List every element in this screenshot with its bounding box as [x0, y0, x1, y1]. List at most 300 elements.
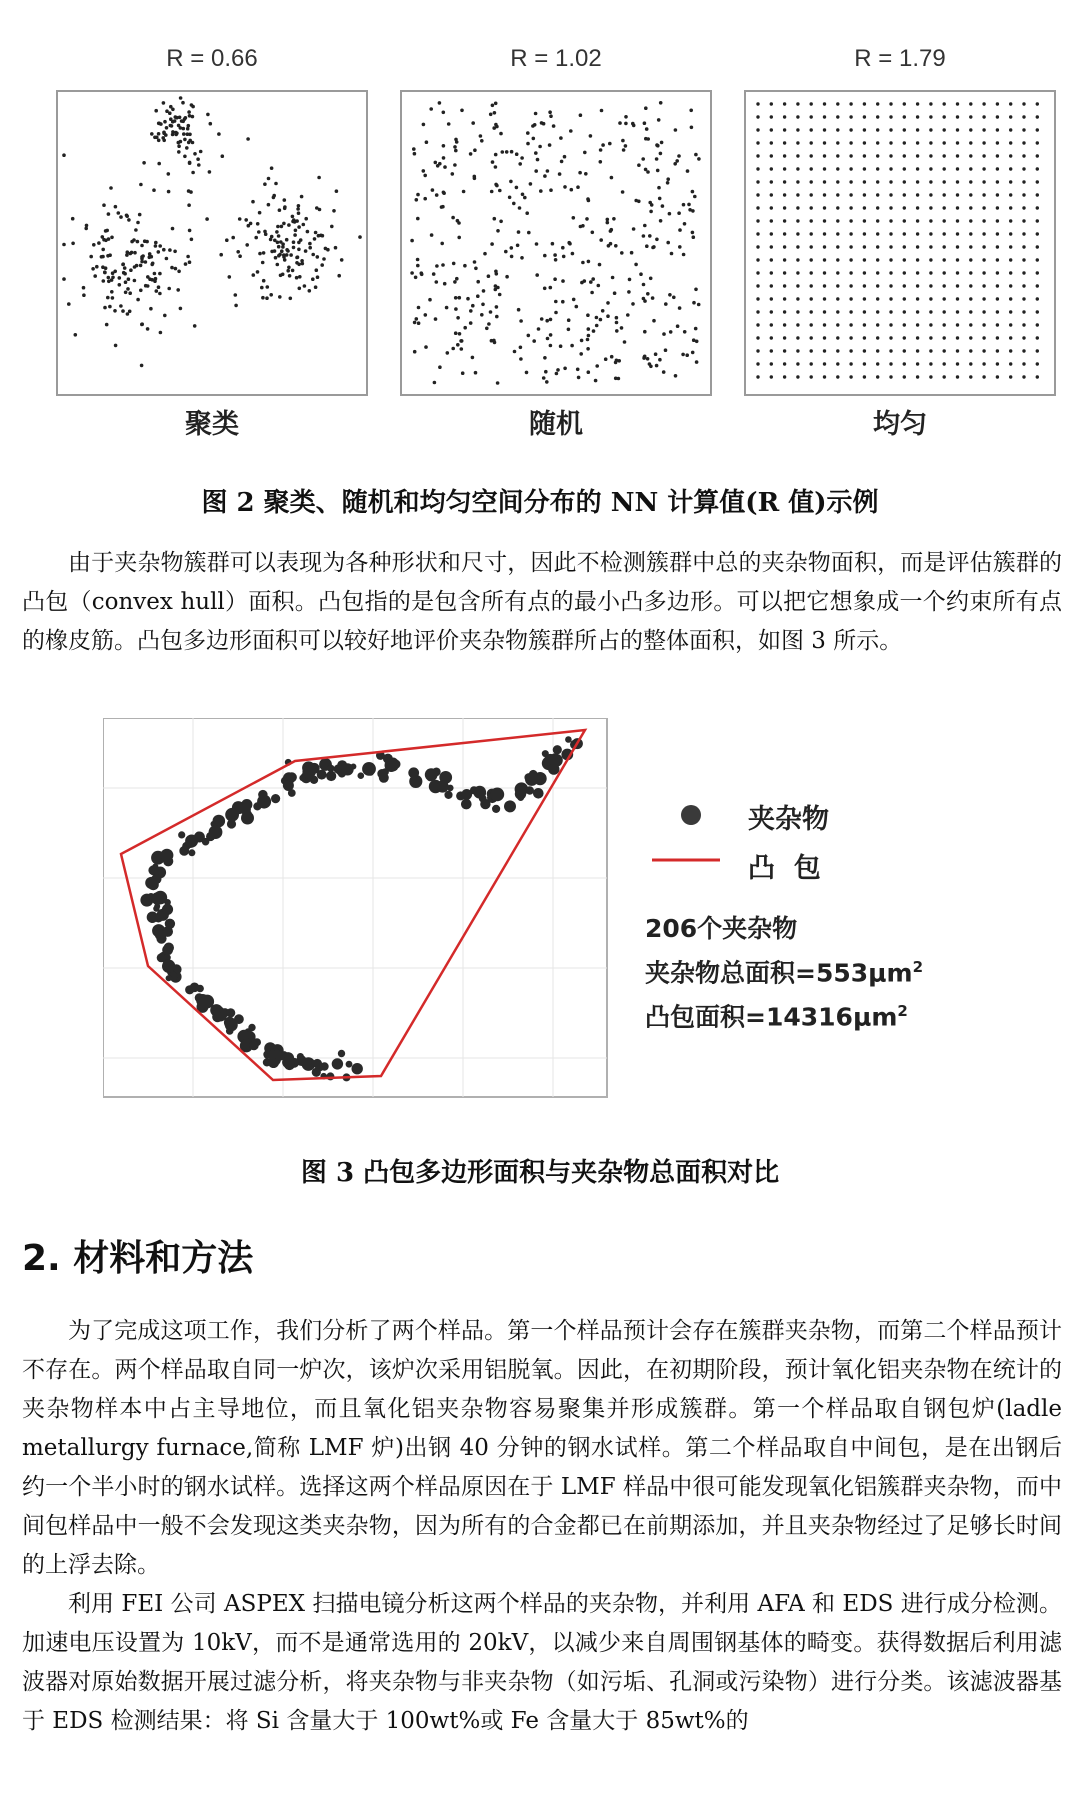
uniform-point	[1036, 115, 1039, 118]
cluster-point	[138, 213, 142, 217]
cluster-point	[101, 235, 105, 239]
random-point	[495, 305, 499, 309]
uniform-point	[889, 154, 892, 157]
cluster-point	[133, 265, 137, 269]
random-point	[523, 196, 527, 200]
random-point	[613, 291, 617, 295]
inclusion-point	[206, 832, 215, 841]
cluster-point	[126, 287, 130, 291]
uniform-point	[783, 115, 786, 118]
random-point	[453, 145, 457, 149]
random-point	[423, 197, 427, 201]
uniform-point	[849, 102, 852, 105]
uniform-point	[796, 284, 799, 287]
uniform-point	[756, 349, 759, 352]
cluster-point	[184, 116, 188, 120]
uniform-point	[929, 141, 932, 144]
random-point	[474, 267, 478, 271]
uniform-point	[1036, 102, 1039, 105]
cluster-point	[256, 270, 260, 274]
uniform-point	[929, 102, 932, 105]
cluster-point	[125, 214, 129, 218]
uniform-point	[943, 154, 946, 157]
uniform-point	[1009, 297, 1012, 300]
random-point	[553, 253, 557, 257]
uniform-point	[849, 219, 852, 222]
cluster-point	[110, 236, 114, 240]
cluster-point	[270, 166, 274, 170]
uniform-point	[849, 193, 852, 196]
uniform-point	[1009, 141, 1012, 144]
random-point	[642, 297, 646, 301]
uniform-point	[943, 167, 946, 170]
cluster-point	[287, 223, 291, 227]
cluster-point	[142, 161, 146, 165]
uniform-point	[982, 284, 985, 287]
cluster-point	[111, 296, 115, 300]
uniform-point	[863, 141, 866, 144]
random-point	[495, 272, 499, 276]
cluster-point	[175, 116, 179, 120]
random-point	[677, 211, 681, 215]
cluster-point	[208, 170, 212, 174]
cluster-point	[165, 257, 169, 261]
uniform-point	[770, 284, 773, 287]
cluster-point	[297, 204, 301, 208]
cluster-point	[261, 296, 265, 300]
cluster-point	[117, 211, 121, 215]
uniform-point	[1036, 297, 1039, 300]
random-point	[420, 273, 424, 277]
cluster-point	[161, 136, 165, 140]
random-point	[642, 234, 646, 238]
cluster-point	[265, 296, 269, 300]
random-point	[632, 227, 636, 231]
uniform-point	[796, 336, 799, 339]
random-point	[657, 186, 661, 190]
cluster-point	[158, 244, 162, 248]
cluster-point	[104, 266, 108, 270]
random-point	[571, 252, 575, 256]
random-point	[569, 129, 573, 133]
cluster-point	[168, 111, 172, 115]
uniform-point	[956, 375, 959, 378]
uniform-point	[783, 128, 786, 131]
uniform-point	[756, 284, 759, 287]
inclusion-point	[425, 768, 438, 781]
uniform-point	[916, 154, 919, 157]
random-point	[617, 377, 621, 381]
uniform-point	[783, 193, 786, 196]
random-point	[456, 343, 460, 347]
cluster-point	[82, 293, 86, 297]
uniform-point	[1022, 245, 1025, 248]
random-point	[611, 276, 615, 280]
uniform-point	[810, 167, 813, 170]
random-point	[474, 371, 478, 375]
random-point	[587, 260, 591, 264]
cluster-point	[67, 302, 71, 306]
random-point	[536, 158, 540, 162]
cluster-point	[205, 217, 209, 221]
inclusion-point	[224, 1017, 236, 1029]
random-point	[644, 137, 648, 141]
random-point	[521, 193, 525, 197]
uniform-point	[770, 323, 773, 326]
uniform-point	[823, 245, 826, 248]
paragraph-methods	[22, 1312, 1062, 1741]
cluster-point	[136, 221, 140, 225]
random-point	[662, 332, 666, 336]
random-point	[546, 169, 550, 173]
uniform-point	[756, 206, 759, 209]
uniform-point	[889, 193, 892, 196]
uniform-point	[836, 297, 839, 300]
uniform-point	[849, 297, 852, 300]
uniform-point	[770, 206, 773, 209]
cluster-point	[140, 323, 144, 327]
cluster-point	[180, 119, 184, 123]
cluster-point	[154, 109, 158, 113]
cluster-point	[157, 285, 161, 289]
inclusion-point	[533, 788, 544, 799]
inclusion-point	[226, 1008, 235, 1017]
uniform-point	[783, 180, 786, 183]
random-point	[441, 205, 445, 209]
uniform-point	[1009, 219, 1012, 222]
random-point	[648, 362, 652, 366]
uniform-point	[943, 115, 946, 118]
uniform-point	[929, 362, 932, 365]
cluster-point	[127, 277, 131, 281]
cluster-point	[254, 236, 258, 240]
uniform-point	[969, 362, 972, 365]
cluster-point	[238, 254, 242, 258]
uniform-point	[956, 323, 959, 326]
random-point	[661, 204, 665, 208]
cluster-point	[124, 280, 128, 284]
uniform-point	[1036, 219, 1039, 222]
uniform-point	[889, 232, 892, 235]
uniform-point	[916, 284, 919, 287]
random-point	[664, 302, 668, 306]
uniform-point	[770, 310, 773, 313]
uniform-point	[889, 362, 892, 365]
cluster-point	[157, 132, 161, 136]
uniform-point	[956, 310, 959, 313]
random-point	[446, 351, 450, 355]
random-point	[648, 234, 652, 238]
random-point	[563, 155, 567, 159]
uniform-point	[796, 102, 799, 105]
uniform-point	[836, 310, 839, 313]
cluster-point	[285, 238, 289, 242]
random-point	[568, 242, 572, 246]
uniform-point	[783, 206, 786, 209]
random-point	[617, 359, 621, 363]
uniform-point	[903, 102, 906, 105]
random-point	[686, 169, 690, 173]
uniform-point	[903, 193, 906, 196]
uniform-point	[1036, 180, 1039, 183]
random-point	[551, 242, 555, 246]
cluster-point	[107, 212, 111, 216]
inclusion-point	[461, 799, 472, 810]
uniform-point	[1022, 375, 1025, 378]
random-point	[606, 221, 610, 225]
uniform-point	[1022, 310, 1025, 313]
random-point	[572, 298, 576, 302]
cluster-point	[154, 277, 158, 281]
random-point	[589, 134, 593, 138]
random-point	[691, 351, 695, 355]
cluster-point	[102, 203, 106, 207]
cluster-point	[260, 286, 264, 290]
random-point	[476, 280, 480, 284]
random-point	[487, 274, 491, 278]
uniform-point	[863, 154, 866, 157]
uniform-point	[796, 154, 799, 157]
cluster-point	[163, 314, 167, 318]
uniform-point	[876, 310, 879, 313]
uniform-point	[903, 297, 906, 300]
cluster-point	[123, 272, 127, 276]
uniform-point	[836, 362, 839, 365]
cluster-point	[140, 257, 144, 261]
inclusion-point	[179, 846, 189, 856]
cluster-point	[157, 139, 161, 143]
inclusion-point	[248, 1024, 255, 1031]
cluster-point	[127, 218, 131, 222]
inclusion-point	[167, 960, 174, 967]
uniform-point	[836, 206, 839, 209]
uniform-point	[1036, 323, 1039, 326]
cluster-point	[153, 136, 157, 140]
uniform-point	[1036, 167, 1039, 170]
uniform-point	[770, 336, 773, 339]
uniform-point	[982, 219, 985, 222]
random-point	[658, 358, 662, 362]
uniform-point	[943, 375, 946, 378]
uniform-point	[876, 219, 879, 222]
uniform-point	[916, 271, 919, 274]
uniform-point	[956, 154, 959, 157]
random-point	[674, 374, 678, 378]
random-point	[567, 328, 571, 332]
random-point	[666, 181, 670, 185]
paragraph-1-text: 由于夹杂物簇群可以表现为各种形状和尺寸，因此不检测簇群中总的夹杂物面积，而是评估簇群的凸包（convex hull）面积。凸包指的是包含所有点的最小凸多边形。可以把它想象成一个约束所有点的橡皮筋。凸包多边形面积可以较好地评价夹杂物簇群所占的整体面积，如图 3 所示。	[22, 550, 1062, 654]
uniform-point	[956, 362, 959, 365]
random-point	[642, 283, 646, 287]
cluster-point	[287, 266, 291, 270]
uniform-point	[823, 258, 826, 261]
inclusion-point	[185, 835, 198, 848]
cluster-point	[167, 287, 171, 291]
uniform-point	[982, 193, 985, 196]
cluster-point	[114, 344, 118, 348]
random-point	[643, 330, 647, 334]
inclusion-point	[190, 983, 200, 993]
random-point	[601, 309, 605, 313]
inclusion-point	[565, 736, 572, 743]
random-point	[694, 288, 698, 292]
uniform-point	[770, 167, 773, 170]
random-point	[543, 174, 547, 178]
uniform-point	[863, 271, 866, 274]
uniform-point	[969, 375, 972, 378]
random-point	[662, 370, 666, 374]
cluster-point	[167, 172, 171, 176]
random-point	[461, 371, 465, 375]
uniform-point	[916, 180, 919, 183]
uniform-point	[916, 206, 919, 209]
cluster-point	[185, 146, 189, 150]
uniform-point	[1009, 310, 1012, 313]
cluster-point	[320, 263, 324, 267]
random-point	[473, 177, 477, 181]
uniform-point	[1022, 349, 1025, 352]
random-point	[664, 348, 668, 352]
random-point	[520, 256, 524, 260]
cluster-point	[103, 270, 107, 274]
random-point	[494, 288, 498, 292]
uniform-point	[810, 297, 813, 300]
random-point	[510, 150, 514, 154]
cluster-point	[297, 225, 301, 229]
random-point	[549, 114, 553, 118]
uniform-point	[876, 128, 879, 131]
inclusion-point	[240, 804, 251, 815]
uniform-point	[1009, 180, 1012, 183]
panel-random-r-value: R = 1.02	[510, 45, 602, 72]
cluster-point	[140, 244, 144, 248]
random-point	[645, 244, 649, 248]
cluster-point	[103, 306, 107, 310]
cluster-point	[263, 182, 267, 186]
inclusion-point	[548, 763, 559, 774]
random-point	[520, 156, 524, 160]
random-point	[666, 241, 670, 245]
inclusion-point	[553, 745, 562, 754]
uniform-point	[836, 284, 839, 287]
random-point	[587, 370, 591, 374]
cluster-point	[283, 207, 287, 211]
random-point	[434, 161, 438, 165]
cluster-point	[261, 261, 265, 265]
inclusion-point	[437, 780, 449, 792]
cluster-point	[298, 275, 302, 279]
uniform-point	[836, 115, 839, 118]
cluster-point	[313, 237, 317, 241]
cluster-point	[181, 101, 185, 105]
random-point	[519, 319, 523, 323]
cluster-point	[217, 132, 221, 136]
cluster-point	[295, 219, 299, 223]
random-point	[473, 260, 477, 264]
random-point	[548, 110, 552, 114]
cluster-point	[110, 290, 114, 294]
uniform-point	[770, 193, 773, 196]
uniform-point	[863, 349, 866, 352]
uniform-point	[876, 284, 879, 287]
paragraph-2-text: 为了完成这项工作，我们分析了两个样品。第一个样品预计会存在簇群夹杂物，而第二个样品预计不存在。两个样品取自同一炉次，该炉次采用铝脱氧。因此，在初期阶段，预计氧化铝夹杂物在统计的夹杂物样本中占主导地位，而且氧化铝夹杂物容易聚集并形成簇群。第一个样品取自钢包炉(ladle metallurgy furnace,简称 LMF 炉)出钢 40 分钟的钢水试样。第二个样品取自中间包，是在出钢后约一个半小时的钢水试样。选择这两个样品原因在于 LMF 样品中很可能发现氧化铝簇群夹杂物，而中间包样品中一般不会发现这类夹杂物，因为所有的合金都已在前期添加，并且夹杂物经过了足够长时间的上浮去除。	[22, 1318, 1062, 1578]
random-point	[563, 185, 567, 189]
random-point	[554, 300, 558, 304]
random-point	[562, 255, 566, 259]
cluster-point	[326, 248, 330, 252]
uniform-point	[810, 362, 813, 365]
random-point	[498, 293, 502, 297]
random-point	[471, 356, 475, 360]
cluster-point	[308, 242, 312, 246]
cluster-point	[121, 262, 125, 266]
uniform-point	[770, 141, 773, 144]
cluster-point	[278, 208, 282, 212]
uniform-point	[916, 362, 919, 365]
uniform-point	[876, 245, 879, 248]
cluster-point	[315, 206, 319, 210]
uniform-point	[863, 232, 866, 235]
cluster-point	[321, 234, 325, 238]
random-point	[646, 170, 650, 174]
uniform-point	[796, 219, 799, 222]
uniform-point	[796, 297, 799, 300]
random-point	[440, 242, 444, 246]
uniform-point	[796, 310, 799, 313]
uniform-point	[916, 102, 919, 105]
random-point	[510, 255, 514, 259]
random-point	[624, 122, 628, 126]
uniform-point	[810, 310, 813, 313]
uniform-point	[770, 128, 773, 131]
random-point	[539, 189, 543, 193]
uniform-point	[823, 154, 826, 157]
inclusion-point	[408, 767, 419, 778]
cluster-point	[196, 157, 200, 161]
random-point	[697, 157, 701, 161]
uniform-point	[863, 167, 866, 170]
random-point	[483, 252, 487, 256]
uniform-point	[982, 349, 985, 352]
random-point	[559, 344, 563, 348]
random-point	[513, 350, 517, 354]
uniform-point	[836, 102, 839, 105]
uniform-point	[916, 349, 919, 352]
random-point	[443, 165, 447, 169]
uniform-point	[863, 219, 866, 222]
cluster-point	[244, 218, 248, 222]
cluster-point	[322, 257, 326, 261]
random-point	[443, 282, 447, 286]
uniform-point	[849, 167, 852, 170]
random-point	[646, 357, 650, 361]
cluster-point	[236, 250, 240, 254]
random-point	[526, 142, 530, 146]
uniform-point	[956, 284, 959, 287]
random-point	[630, 251, 634, 255]
random-point	[422, 169, 426, 173]
uniform-point	[823, 362, 826, 365]
random-point	[509, 180, 513, 184]
uniform-point	[929, 310, 932, 313]
cluster-point	[308, 289, 312, 293]
cluster-point	[114, 205, 118, 209]
uniform-point	[770, 375, 773, 378]
uniform-point	[889, 336, 892, 339]
random-point	[639, 272, 643, 276]
uniform-point	[929, 193, 932, 196]
uniform-point	[876, 206, 879, 209]
